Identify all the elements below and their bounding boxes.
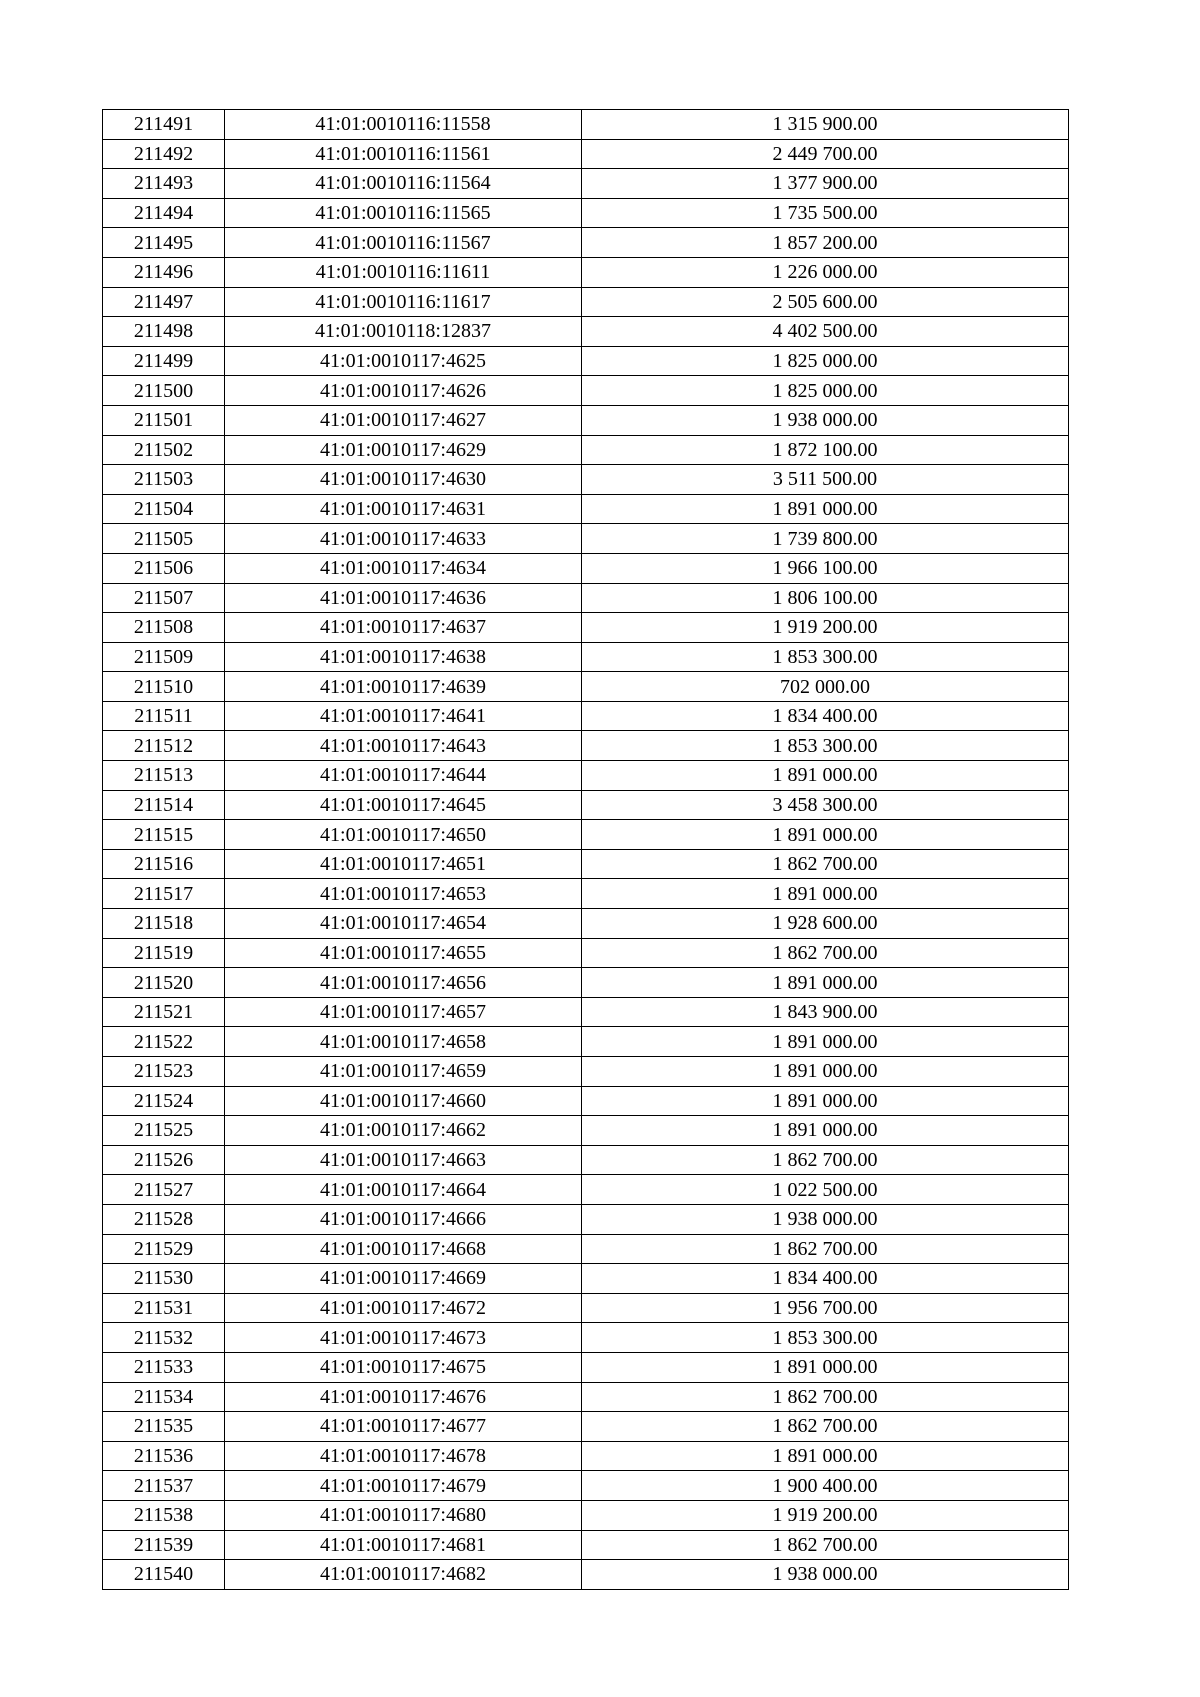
table-row xyxy=(103,701,1069,731)
table-row xyxy=(103,435,1069,465)
cadastral-number-cell: 41:01:0010117:4655 xyxy=(225,938,582,968)
row-number-cell: 211493 xyxy=(103,169,225,199)
table-row xyxy=(103,731,1069,761)
cadastral-number-cell: 41:01:0010117:4662 xyxy=(225,1116,582,1146)
row-number-cell: 211531 xyxy=(103,1293,225,1323)
table-row xyxy=(103,1086,1069,1116)
cadastral-value-cell: 1 853 300.00 xyxy=(582,1323,1069,1353)
table-row xyxy=(103,820,1069,850)
cadastral-value-cell: 1 022 500.00 xyxy=(582,1175,1069,1205)
cadastral-number-cell: 41:01:0010117:4657 xyxy=(225,997,582,1027)
cadastral-number-cell: 41:01:0010117:4629 xyxy=(225,435,582,465)
cadastral-number-cell: 41:01:0010117:4653 xyxy=(225,879,582,909)
cadastral-value-cell: 1 862 700.00 xyxy=(582,1145,1069,1175)
table-row xyxy=(103,849,1069,879)
row-number-cell: 211537 xyxy=(103,1471,225,1501)
cadastral-value-cell: 1 891 000.00 xyxy=(582,1027,1069,1057)
row-number-cell: 211526 xyxy=(103,1145,225,1175)
table-row xyxy=(103,1412,1069,1442)
cadastral-value-cell: 1 834 400.00 xyxy=(582,1264,1069,1294)
cadastral-number-cell: 41:01:0010116:11564 xyxy=(225,169,582,199)
row-number-cell: 211536 xyxy=(103,1441,225,1471)
cadastral-value-cell: 1 862 700.00 xyxy=(582,1412,1069,1442)
row-number-cell: 211520 xyxy=(103,968,225,998)
row-number-cell: 211496 xyxy=(103,257,225,287)
cadastral-value-cell: 1 891 000.00 xyxy=(582,820,1069,850)
cadastral-value-cell: 1 806 100.00 xyxy=(582,583,1069,613)
table-row xyxy=(103,287,1069,317)
cadastral-value-cell: 1 891 000.00 xyxy=(582,1352,1069,1382)
row-number-cell: 211491 xyxy=(103,110,225,140)
cadastral-value-cell: 1 862 700.00 xyxy=(582,938,1069,968)
cadastral-number-cell: 41:01:0010117:4666 xyxy=(225,1204,582,1234)
cadastral-value-cell: 3 511 500.00 xyxy=(582,465,1069,495)
table-row xyxy=(103,553,1069,583)
cadastral-number-cell: 41:01:0010116:11611 xyxy=(225,257,582,287)
cadastral-value-cell: 1 919 200.00 xyxy=(582,1500,1069,1530)
table-row xyxy=(103,968,1069,998)
cadastral-number-cell: 41:01:0010117:4643 xyxy=(225,731,582,761)
cadastral-value-cell: 1 853 300.00 xyxy=(582,731,1069,761)
cadastral-number-cell: 41:01:0010117:4654 xyxy=(225,909,582,939)
table-row xyxy=(103,494,1069,524)
row-number-cell: 211510 xyxy=(103,672,225,702)
table-row xyxy=(103,1441,1069,1471)
cadastral-value-cell: 1 938 000.00 xyxy=(582,405,1069,435)
cadastral-number-cell: 41:01:0010117:4651 xyxy=(225,849,582,879)
table-row xyxy=(103,583,1069,613)
row-number-cell: 211501 xyxy=(103,405,225,435)
cadastral-number-cell: 41:01:0010117:4630 xyxy=(225,465,582,495)
cadastral-value-cell: 1 919 200.00 xyxy=(582,613,1069,643)
cadastral-number-cell: 41:01:0010116:11565 xyxy=(225,198,582,228)
row-number-cell: 211492 xyxy=(103,139,225,169)
table-row xyxy=(103,465,1069,495)
cadastral-value-cell: 1 938 000.00 xyxy=(582,1204,1069,1234)
cadastral-number-cell: 41:01:0010117:4664 xyxy=(225,1175,582,1205)
cadastral-number-cell: 41:01:0010117:4668 xyxy=(225,1234,582,1264)
cadastral-number-cell: 41:01:0010117:4625 xyxy=(225,346,582,376)
cadastral-value-cell: 1 891 000.00 xyxy=(582,761,1069,791)
row-number-cell: 211529 xyxy=(103,1234,225,1264)
row-number-cell: 211500 xyxy=(103,376,225,406)
table-row xyxy=(103,909,1069,939)
cadastral-number-cell: 41:01:0010117:4680 xyxy=(225,1500,582,1530)
row-number-cell: 211517 xyxy=(103,879,225,909)
cadastral-number-cell: 41:01:0010117:4681 xyxy=(225,1530,582,1560)
row-number-cell: 211502 xyxy=(103,435,225,465)
table-row xyxy=(103,761,1069,791)
row-number-cell: 211519 xyxy=(103,938,225,968)
row-number-cell: 211535 xyxy=(103,1412,225,1442)
table-row xyxy=(103,672,1069,702)
table-row xyxy=(103,1382,1069,1412)
cadastral-value-table xyxy=(102,109,1069,1590)
row-number-cell: 211540 xyxy=(103,1560,225,1590)
table-row xyxy=(103,1175,1069,1205)
cadastral-value-cell: 1 938 000.00 xyxy=(582,1560,1069,1590)
cadastral-value-cell: 1 872 100.00 xyxy=(582,435,1069,465)
cadastral-value-cell: 2 505 600.00 xyxy=(582,287,1069,317)
row-number-cell: 211530 xyxy=(103,1264,225,1294)
table-row xyxy=(103,1471,1069,1501)
cadastral-value-cell: 1 900 400.00 xyxy=(582,1471,1069,1501)
cadastral-number-cell: 41:01:0010117:4676 xyxy=(225,1382,582,1412)
row-number-cell: 211539 xyxy=(103,1530,225,1560)
table-row xyxy=(103,642,1069,672)
cadastral-value-cell: 1 834 400.00 xyxy=(582,701,1069,731)
cadastral-number-cell: 41:01:0010117:4669 xyxy=(225,1264,582,1294)
table-row xyxy=(103,1500,1069,1530)
table-row xyxy=(103,1027,1069,1057)
row-number-cell: 211523 xyxy=(103,1057,225,1087)
table-row xyxy=(103,1116,1069,1146)
cadastral-value-cell: 2 449 700.00 xyxy=(582,139,1069,169)
row-number-cell: 211514 xyxy=(103,790,225,820)
cadastral-number-cell: 41:01:0010117:4627 xyxy=(225,405,582,435)
cadastral-number-cell: 41:01:0010117:4658 xyxy=(225,1027,582,1057)
cadastral-number-cell: 41:01:0010117:4679 xyxy=(225,1471,582,1501)
row-number-cell: 211521 xyxy=(103,997,225,1027)
cadastral-value-cell: 1 739 800.00 xyxy=(582,524,1069,554)
cadastral-value-cell: 1 891 000.00 xyxy=(582,494,1069,524)
row-number-cell: 211498 xyxy=(103,317,225,347)
row-number-cell: 211513 xyxy=(103,761,225,791)
row-number-cell: 211532 xyxy=(103,1323,225,1353)
cadastral-number-cell: 41:01:0010117:4626 xyxy=(225,376,582,406)
cadastral-number-cell: 41:01:0010117:4637 xyxy=(225,613,582,643)
row-number-cell: 211511 xyxy=(103,701,225,731)
cadastral-value-cell: 1 862 700.00 xyxy=(582,1382,1069,1412)
row-number-cell: 211495 xyxy=(103,228,225,258)
cadastral-value-cell: 1 891 000.00 xyxy=(582,1116,1069,1146)
row-number-cell: 211528 xyxy=(103,1204,225,1234)
row-number-cell: 211508 xyxy=(103,613,225,643)
cadastral-number-cell: 41:01:0010117:4634 xyxy=(225,553,582,583)
table-row xyxy=(103,228,1069,258)
table-row xyxy=(103,1264,1069,1294)
table-row xyxy=(103,1204,1069,1234)
cadastral-number-cell: 41:01:0010116:11558 xyxy=(225,110,582,140)
cadastral-number-cell: 41:01:0010116:11567 xyxy=(225,228,582,258)
cadastral-number-cell: 41:01:0010117:4656 xyxy=(225,968,582,998)
cadastral-value-cell: 1 862 700.00 xyxy=(582,1234,1069,1264)
table-row xyxy=(103,405,1069,435)
table-row xyxy=(103,317,1069,347)
row-number-cell: 211507 xyxy=(103,583,225,613)
cadastral-number-cell: 41:01:0010116:11561 xyxy=(225,139,582,169)
cadastral-value-cell: 1 862 700.00 xyxy=(582,849,1069,879)
cadastral-value-cell: 1 825 000.00 xyxy=(582,346,1069,376)
row-number-cell: 211512 xyxy=(103,731,225,761)
row-number-cell: 211538 xyxy=(103,1500,225,1530)
table-row xyxy=(103,790,1069,820)
row-number-cell: 211499 xyxy=(103,346,225,376)
cadastral-number-cell: 41:01:0010117:4650 xyxy=(225,820,582,850)
row-number-cell: 211533 xyxy=(103,1352,225,1382)
table-row xyxy=(103,1530,1069,1560)
cadastral-value-cell: 1 853 300.00 xyxy=(582,642,1069,672)
table-row xyxy=(103,1234,1069,1264)
row-number-cell: 211497 xyxy=(103,287,225,317)
row-number-cell: 211516 xyxy=(103,849,225,879)
table-body xyxy=(103,110,1069,1590)
cadastral-number-cell: 41:01:0010117:4631 xyxy=(225,494,582,524)
table-row xyxy=(103,257,1069,287)
cadastral-value-cell: 1 966 100.00 xyxy=(582,553,1069,583)
table-row xyxy=(103,346,1069,376)
table-row xyxy=(103,1293,1069,1323)
row-number-cell: 211494 xyxy=(103,198,225,228)
table-row xyxy=(103,1323,1069,1353)
row-number-cell: 211534 xyxy=(103,1382,225,1412)
cadastral-value-cell: 1 857 200.00 xyxy=(582,228,1069,258)
cadastral-value-cell: 1 891 000.00 xyxy=(582,879,1069,909)
cadastral-number-cell: 41:01:0010118:12837 xyxy=(225,317,582,347)
cadastral-value-cell: 1 891 000.00 xyxy=(582,1057,1069,1087)
cadastral-value-cell: 1 956 700.00 xyxy=(582,1293,1069,1323)
cadastral-value-cell: 1 843 900.00 xyxy=(582,997,1069,1027)
cadastral-value-cell: 1 928 600.00 xyxy=(582,909,1069,939)
row-number-cell: 211522 xyxy=(103,1027,225,1057)
table-row xyxy=(103,1352,1069,1382)
cadastral-number-cell: 41:01:0010117:4638 xyxy=(225,642,582,672)
cadastral-number-cell: 41:01:0010117:4644 xyxy=(225,761,582,791)
row-number-cell: 211527 xyxy=(103,1175,225,1205)
cadastral-number-cell: 41:01:0010117:4660 xyxy=(225,1086,582,1116)
cadastral-number-cell: 41:01:0010117:4633 xyxy=(225,524,582,554)
cadastral-value-cell: 1 825 000.00 xyxy=(582,376,1069,406)
cadastral-number-cell: 41:01:0010117:4682 xyxy=(225,1560,582,1590)
row-number-cell: 211518 xyxy=(103,909,225,939)
cadastral-number-cell: 41:01:0010117:4672 xyxy=(225,1293,582,1323)
row-number-cell: 211503 xyxy=(103,465,225,495)
row-number-cell: 211504 xyxy=(103,494,225,524)
table-row xyxy=(103,879,1069,909)
cadastral-value-cell: 1 315 900.00 xyxy=(582,110,1069,140)
table-row xyxy=(103,376,1069,406)
table-row xyxy=(103,613,1069,643)
cadastral-value-cell: 1 891 000.00 xyxy=(582,1086,1069,1116)
row-number-cell: 211515 xyxy=(103,820,225,850)
row-number-cell: 211509 xyxy=(103,642,225,672)
cadastral-value-cell: 4 402 500.00 xyxy=(582,317,1069,347)
table-row xyxy=(103,198,1069,228)
table-row xyxy=(103,139,1069,169)
cadastral-value-cell: 1 377 900.00 xyxy=(582,169,1069,199)
table-row xyxy=(103,524,1069,554)
cadastral-value-cell: 1 862 700.00 xyxy=(582,1530,1069,1560)
table-row xyxy=(103,169,1069,199)
cadastral-number-cell: 41:01:0010117:4659 xyxy=(225,1057,582,1087)
row-number-cell: 211525 xyxy=(103,1116,225,1146)
cadastral-number-cell: 41:01:0010117:4675 xyxy=(225,1352,582,1382)
row-number-cell: 211506 xyxy=(103,553,225,583)
cadastral-value-cell: 3 458 300.00 xyxy=(582,790,1069,820)
cadastral-number-cell: 41:01:0010117:4639 xyxy=(225,672,582,702)
cadastral-value-cell: 1 891 000.00 xyxy=(582,1441,1069,1471)
table-row xyxy=(103,110,1069,140)
cadastral-number-cell: 41:01:0010117:4636 xyxy=(225,583,582,613)
cadastral-value-cell: 1 891 000.00 xyxy=(582,968,1069,998)
cadastral-value-cell: 1 226 000.00 xyxy=(582,257,1069,287)
cadastral-value-cell: 1 735 500.00 xyxy=(582,198,1069,228)
cadastral-number-cell: 41:01:0010117:4673 xyxy=(225,1323,582,1353)
row-number-cell: 211505 xyxy=(103,524,225,554)
cadastral-number-cell: 41:01:0010117:4678 xyxy=(225,1441,582,1471)
cadastral-number-cell: 41:01:0010116:11617 xyxy=(225,287,582,317)
cadastral-value-cell: 702 000.00 xyxy=(582,672,1069,702)
cadastral-number-cell: 41:01:0010117:4641 xyxy=(225,701,582,731)
cadastral-number-cell: 41:01:0010117:4663 xyxy=(225,1145,582,1175)
cadastral-number-cell: 41:01:0010117:4677 xyxy=(225,1412,582,1442)
table-row xyxy=(103,1560,1069,1590)
table-row xyxy=(103,938,1069,968)
cadastral-number-cell: 41:01:0010117:4645 xyxy=(225,790,582,820)
table-row xyxy=(103,997,1069,1027)
table-row xyxy=(103,1057,1069,1087)
table-row xyxy=(103,1145,1069,1175)
row-number-cell: 211524 xyxy=(103,1086,225,1116)
